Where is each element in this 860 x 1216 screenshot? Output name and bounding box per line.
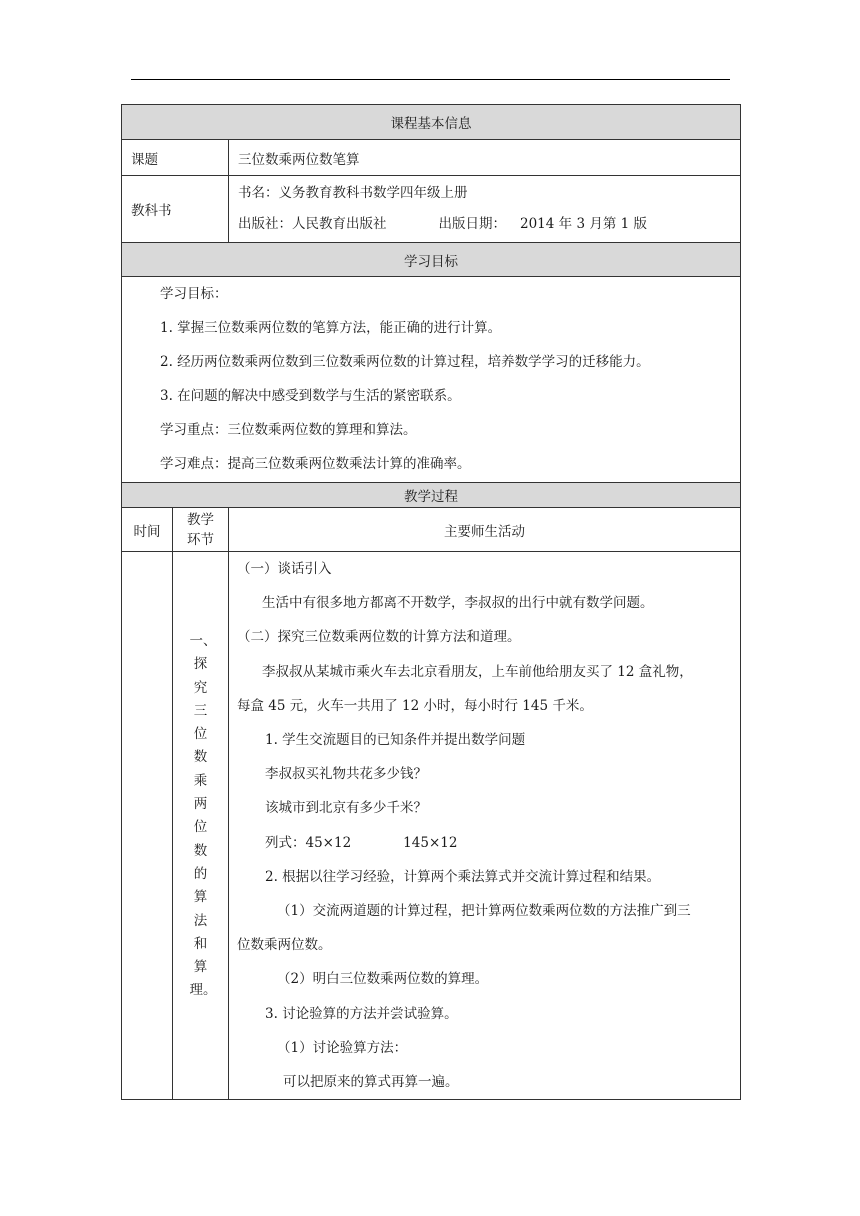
time-cell <box>122 552 173 1100</box>
publisher: 出版社：人民教育出版社 <box>238 216 387 232</box>
stage-text: 一、探究三位数乘两位数的算法和算理。 <box>189 633 217 999</box>
activity-line: （1）讨论验算方法： <box>277 1039 408 1056</box>
objective-line: 学习目标： <box>160 286 228 302</box>
activity-line: （1）交流两道题的计算过程，把计算两位数乘两位数的方法推广到三 <box>277 903 691 920</box>
col-stage: 教学环节 <box>173 508 229 552</box>
activity-line: 可以把原来的算式再算一遍。 <box>283 1074 459 1091</box>
stage-cell <box>173 552 229 1100</box>
book-name: 书名：义务教育教科书数学四年级上册 <box>238 185 468 201</box>
header-rule <box>131 79 730 80</box>
objectives-body <box>122 277 741 483</box>
activity-line: 位数乘两位数。 <box>237 937 332 954</box>
activity-line: 李叔叔从某城市乘火车去北京看朋友，上车前他给朋友买了 12 盒礼物， <box>262 663 693 680</box>
activity-line: 李叔叔买礼物共花多少钱？ <box>265 766 427 783</box>
activity-line: 生活中有很多地方都离不开数学，李叔叔的出行中就有数学问题。 <box>262 595 654 612</box>
activity-line: 2. 根据以往学习经验，计算两个乘法算式并交流计算过程和结果。 <box>265 868 661 885</box>
textbook-info <box>229 176 741 243</box>
publish-date: 2014 年 3 月第 1 版 <box>520 216 647 232</box>
objective-line: 学习重点：三位数乘两位数的算理和算法。 <box>160 422 417 438</box>
activity-line: 3. 讨论验算的方法并尝试验算。 <box>265 1005 458 1022</box>
activity-line: 每盒 45 元，火车一共用了 12 小时，每小时行 145 千米。 <box>237 697 593 714</box>
col-time: 时间 <box>122 508 173 552</box>
col-activity: 主要师生活动 <box>229 508 741 552</box>
publish-date-label: 出版日期： <box>438 216 506 232</box>
activity-line: 1. 学生交流题目的已知条件并提出数学问题 <box>265 732 526 749</box>
topic-label: 课题 <box>122 140 229 176</box>
textbook-label: 教科书 <box>122 176 229 243</box>
objectives-header: 学习目标 <box>122 243 741 277</box>
basic-info-header: 课程基本信息 <box>122 105 741 140</box>
objective-line: 2. 经历两位数乘两位数到三位数乘两位数的计算过程，培养数学学习的迁移能力。 <box>160 354 650 370</box>
process-header: 教学过程 <box>122 483 741 508</box>
objective-line: 1. 掌握三位数乘两位数的笔算方法，能正确的进行计算。 <box>160 320 502 336</box>
objective-line: 学习难点：提高三位数乘两位数乘法计算的准确率。 <box>160 456 471 472</box>
publish-line <box>238 209 740 240</box>
activity-line: （2）明白三位数乘两位数的算理。 <box>277 971 489 988</box>
formula-line: 列式：45×12 145×12 <box>265 834 458 851</box>
topic-value: 三位数乘两位数笔算 <box>229 140 741 176</box>
activity-line: （一）谈话引入 <box>237 561 332 577</box>
activity-line: 该城市到北京有多少千米？ <box>265 800 427 817</box>
activity-line: （二）探究三位数乘两位数的计算方法和道理。 <box>237 629 521 646</box>
lesson-plan-table <box>121 104 741 1100</box>
objective-line: 3. 在问题的解决中感受到数学与生活的紧密联系。 <box>160 388 461 404</box>
activity-cell <box>229 552 741 1100</box>
